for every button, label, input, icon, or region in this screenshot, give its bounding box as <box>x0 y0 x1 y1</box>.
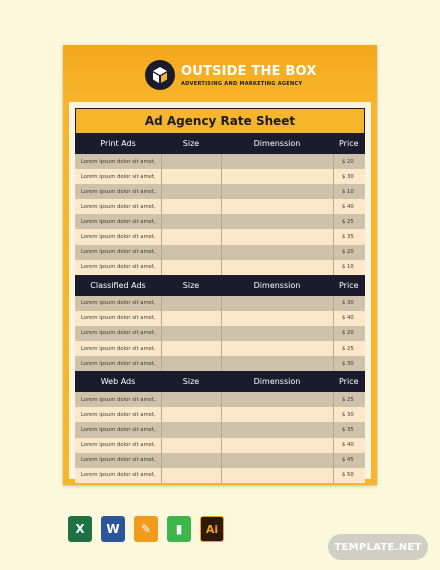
row-dimension <box>221 199 333 214</box>
table-row <box>75 311 365 326</box>
row-dimension <box>221 453 333 468</box>
row-dimension <box>221 169 333 184</box>
header-cell-price: Price <box>339 280 359 290</box>
brand-header <box>145 58 317 92</box>
row-dimension <box>221 422 333 437</box>
row-dimension <box>221 392 333 407</box>
row-price: $ 20 <box>333 326 365 341</box>
table-row <box>75 341 365 356</box>
row-price: $ 10 <box>333 184 365 199</box>
table-row <box>75 407 365 422</box>
row-size <box>161 154 221 169</box>
row-size <box>161 229 221 244</box>
row-size <box>161 438 221 453</box>
row-dimension <box>221 245 333 260</box>
inner-panel <box>69 102 371 479</box>
row-size <box>161 392 221 407</box>
row-price: $ 25 <box>333 392 365 407</box>
header-cell-category: Print Ads <box>100 139 136 148</box>
template-watermark-badge: TEMPLATE.NET <box>328 534 428 560</box>
row-size <box>161 422 221 437</box>
table-row <box>75 229 365 244</box>
cube-logo-icon <box>145 60 175 90</box>
row-description: Lorem ipsum dolor sit amet, <box>81 457 156 464</box>
excel-icon[interactable]: X <box>68 516 92 542</box>
row-dimension <box>221 326 333 341</box>
table-row <box>75 326 365 341</box>
row-description: Lorem ipsum dolor sit amet, <box>81 218 156 225</box>
row-size <box>161 260 221 275</box>
row-dimension <box>221 296 333 311</box>
sheet-title: Ad Agency Rate Sheet <box>75 108 365 133</box>
row-description: Lorem ipsum dolor sit amet, <box>81 411 156 418</box>
row-size <box>161 468 221 483</box>
table-row <box>75 169 365 184</box>
rate-sheet-document <box>63 45 377 485</box>
row-size <box>161 326 221 341</box>
section-body-classified <box>75 296 365 371</box>
illustrator-icon[interactable]: Ai <box>200 516 224 542</box>
row-price: $ 40 <box>333 311 365 326</box>
header-cell-dimension: Dimenssion <box>253 377 301 387</box>
table-row <box>75 260 365 275</box>
section-body-print <box>75 154 365 275</box>
table-row <box>75 468 365 483</box>
rate-table <box>75 108 365 483</box>
row-dimension <box>221 438 333 453</box>
row-description: Lorem ipsum dolor sit amet, <box>81 234 156 241</box>
row-description: Lorem ipsum dolor sit amet, <box>81 249 156 256</box>
header-cell-price: Price <box>339 139 359 148</box>
row-size <box>161 184 221 199</box>
row-size <box>161 407 221 422</box>
header-cell-category: Web Ads <box>100 377 136 387</box>
row-price: $ 45 <box>333 453 365 468</box>
table-row <box>75 245 365 260</box>
row-dimension <box>221 341 333 356</box>
row-description: Lorem ipsum dolor sit amet, <box>81 173 156 180</box>
row-size <box>161 311 221 326</box>
table-row <box>75 438 365 453</box>
section-header-web <box>75 371 365 392</box>
row-size <box>161 341 221 356</box>
row-size <box>161 245 221 260</box>
row-description: Lorem ipsum dolor sit amet, <box>81 442 156 449</box>
row-description: Lorem ipsum dolor sit amet, <box>81 203 156 210</box>
header-cell-category: Classified Ads <box>90 280 146 290</box>
row-description: Lorem ipsum dolor sit amet, <box>81 158 156 165</box>
row-description: Lorem ipsum dolor sit amet, <box>81 472 156 479</box>
row-price: $ 30 <box>333 407 365 422</box>
header-cell-size: Size <box>182 139 200 148</box>
row-description: Lorem ipsum dolor sit amet, <box>81 426 156 433</box>
row-description: Lorem ipsum dolor sit amet, <box>81 188 156 195</box>
brand-name: OUTSIDE THE BOX <box>181 63 317 79</box>
row-dimension <box>221 229 333 244</box>
table-row <box>75 199 365 214</box>
row-size <box>161 296 221 311</box>
row-description: Lorem ipsum dolor sit amet, <box>81 330 156 337</box>
row-price: $ 35 <box>333 229 365 244</box>
header-cell-size: Size <box>182 280 200 290</box>
row-price: $ 40 <box>333 199 365 214</box>
row-dimension <box>221 260 333 275</box>
row-price: $ 10 <box>333 260 365 275</box>
brand-tagline: ADVERTISING AND MARKETING AGENCY <box>181 80 303 87</box>
app-format-icons <box>68 516 224 542</box>
row-dimension <box>221 356 333 371</box>
row-description: Lorem ipsum dolor sit amet, <box>81 264 156 271</box>
row-price: $ 40 <box>333 438 365 453</box>
row-price: $ 50 <box>333 468 365 483</box>
table-row <box>75 392 365 407</box>
row-price: $ 25 <box>333 214 365 229</box>
table-row <box>75 184 365 199</box>
section-header-classified <box>75 275 365 296</box>
row-price: $ 30 <box>333 356 365 371</box>
table-row <box>75 154 365 169</box>
row-description: Lorem ipsum dolor sit amet, <box>81 345 156 352</box>
row-description: Lorem ipsum dolor sit amet, <box>81 360 156 367</box>
row-dimension <box>221 407 333 422</box>
header-cell-size: Size <box>182 377 200 387</box>
table-row <box>75 356 365 371</box>
row-dimension <box>221 154 333 169</box>
row-description: Lorem ipsum dolor sit amet, <box>81 300 156 307</box>
header-cell-dimension: Dimenssion <box>253 280 301 290</box>
table-row <box>75 214 365 229</box>
row-price: $ 35 <box>333 422 365 437</box>
row-size <box>161 356 221 371</box>
row-dimension <box>221 184 333 199</box>
header-cell-dimension: Dimenssion <box>253 139 301 148</box>
table-row <box>75 453 365 468</box>
pages-icon[interactable]: ✎ <box>134 516 158 542</box>
numbers-icon[interactable]: ▮ <box>167 516 191 542</box>
table-row <box>75 422 365 437</box>
section-header-print <box>75 133 365 154</box>
row-size <box>161 199 221 214</box>
row-dimension <box>221 214 333 229</box>
row-size <box>161 214 221 229</box>
word-icon[interactable]: W <box>101 516 125 542</box>
row-description: Lorem ipsum dolor sit amet, <box>81 315 156 322</box>
table-row <box>75 296 365 311</box>
row-price: $ 30 <box>333 296 365 311</box>
row-description: Lorem ipsum dolor sit amet, <box>81 396 156 403</box>
row-price: $ 20 <box>333 154 365 169</box>
row-size <box>161 453 221 468</box>
row-price: $ 25 <box>333 341 365 356</box>
row-dimension <box>221 468 333 483</box>
row-price: $ 30 <box>333 169 365 184</box>
section-body-web <box>75 392 365 483</box>
header-cell-price: Price <box>339 377 359 387</box>
row-dimension <box>221 311 333 326</box>
row-price: $ 20 <box>333 245 365 260</box>
row-size <box>161 169 221 184</box>
